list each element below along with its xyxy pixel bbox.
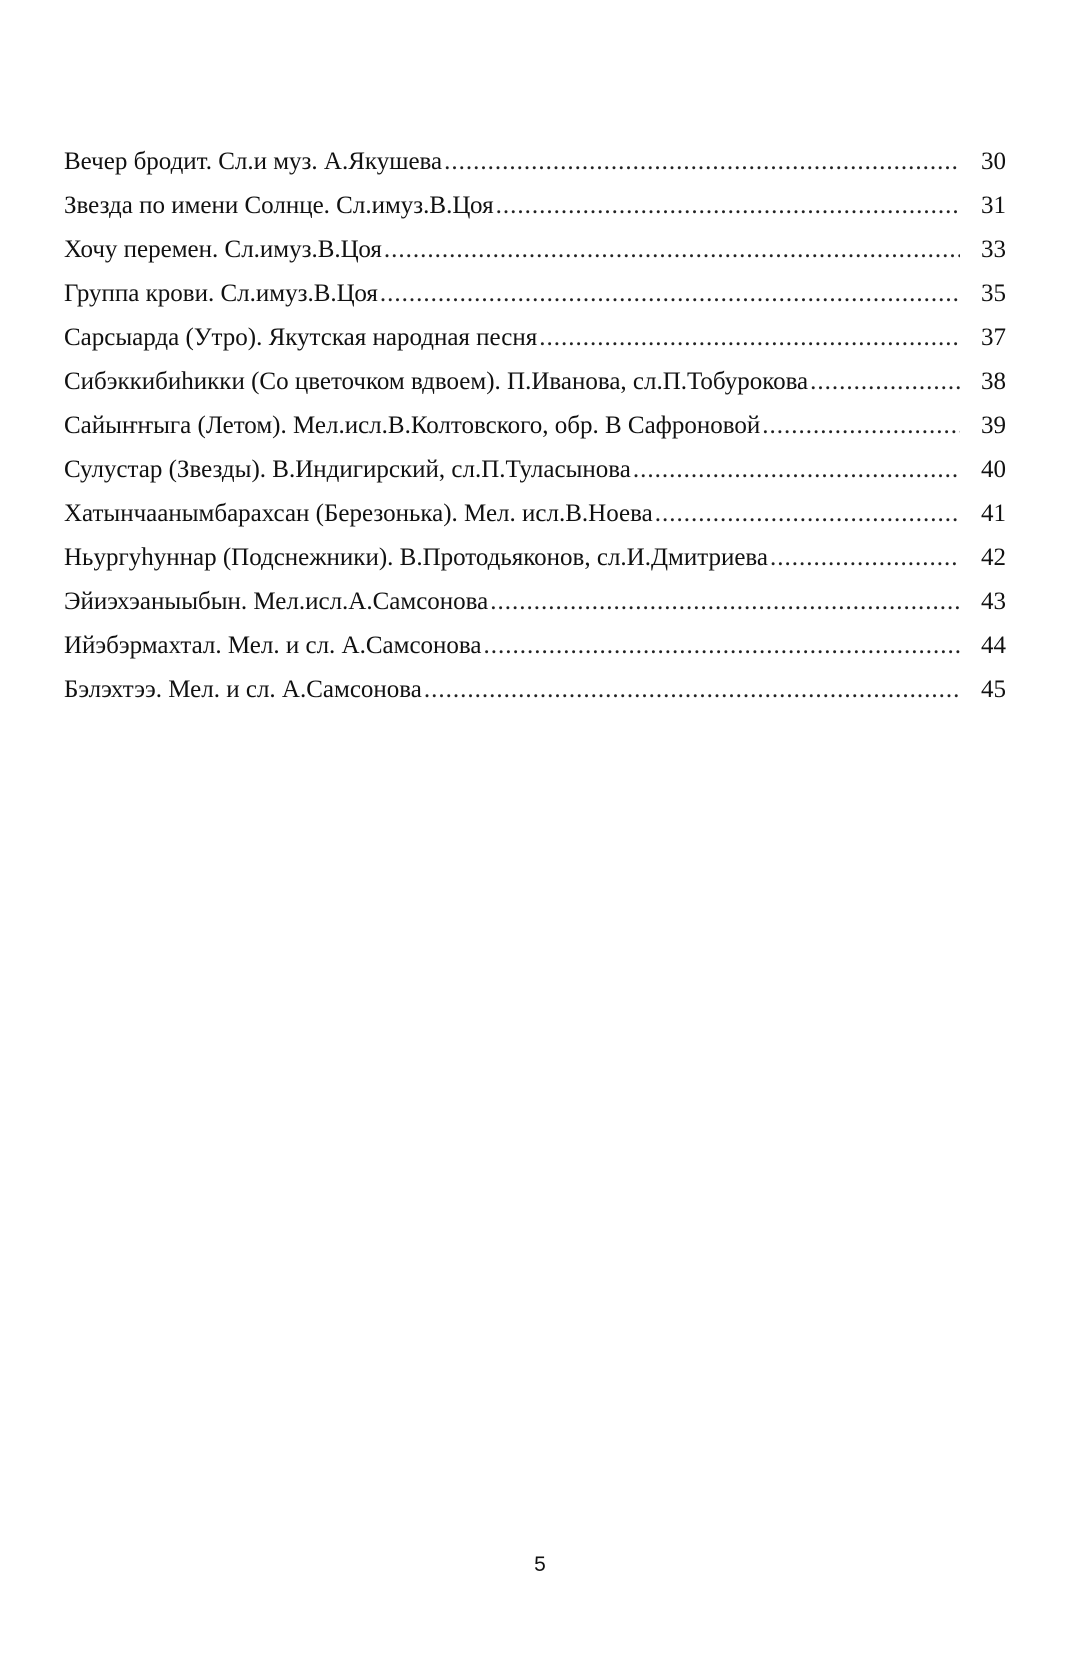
toc-entry-page: 33 <box>981 236 1006 263</box>
toc-entry-page: 35 <box>981 280 1006 307</box>
toc-entry-title: Сибэккибиhикки (Со цветочком вдвоем). П.Иванова, сл.П.Тобурокова <box>64 368 809 395</box>
toc-entry-title: Группа крови. Сл.имуз.В.Цоя <box>64 280 378 307</box>
toc-dot-leader <box>380 272 960 316</box>
toc-entry <box>64 624 1014 668</box>
toc-entry-page: 40 <box>981 456 1006 483</box>
toc-dot-leader <box>762 404 960 448</box>
toc-entry-page: 42 <box>981 544 1006 571</box>
toc-dot-leader <box>770 536 960 580</box>
toc-entry <box>64 140 1014 184</box>
toc-entry-title: Эйиэхэаныыбын. Мел.исл.А.Самсонова <box>64 588 489 615</box>
toc-entry-page: 31 <box>981 192 1006 219</box>
toc-entry <box>64 668 1014 712</box>
toc-entry <box>64 228 1014 272</box>
toc-dot-leader <box>655 492 960 536</box>
toc-entry <box>64 184 1014 228</box>
toc-dot-leader <box>496 184 960 228</box>
toc-entry-title: Ньургуhуннар (Подснежники). В.Протодьяконов, сл.И.Дмитриева <box>64 544 769 571</box>
toc-entry <box>64 360 1014 404</box>
toc-entry-title: Бэлэхтээ. Мел. и сл. А.Самсонова <box>64 676 422 703</box>
toc-entry-title: Сарсыарда (Утро). Якутская народная песня <box>64 324 538 351</box>
toc-entry <box>64 492 1014 536</box>
toc-entry-page: 37 <box>981 324 1006 351</box>
toc-entry-page: 39 <box>981 412 1006 439</box>
toc-entry-page: 38 <box>981 368 1006 395</box>
toc-entry-title: Ийэбэрмахтал. Мел. и сл. А.Самсонова <box>64 632 482 659</box>
toc-dot-leader <box>384 228 960 272</box>
toc-dot-leader <box>490 580 960 624</box>
toc-entry <box>64 580 1014 624</box>
toc-entry-title: Сулустар (Звезды). В.Индигирский, сл.П.Туласынова <box>64 456 631 483</box>
toc-entry-title: Сайыҥҥыга (Летом). Мел.исл.В.Колтовского, обр. В Сафроновой <box>64 412 761 439</box>
toc-entry <box>64 316 1014 360</box>
toc-entry-page: 41 <box>981 500 1006 527</box>
page-number: 5 <box>534 1553 546 1576</box>
toc-entry-title: Вечер бродит. Сл.и муз. А.Якушева <box>64 148 443 175</box>
toc-dot-leader <box>633 448 960 492</box>
toc-entry <box>64 404 1014 448</box>
toc-entry <box>64 272 1014 316</box>
toc-entry <box>64 536 1014 580</box>
toc-entry-title: Звезда по имени Солнце. Сл.имуз.В.Цоя <box>64 192 494 219</box>
toc-dot-leader <box>444 140 960 184</box>
toc-entry-title: Хатынчаанымбарахсан (Березонька). Мел. исл.В.Ноева <box>64 500 653 527</box>
toc-entry <box>64 448 1014 492</box>
toc-entry-page: 30 <box>981 148 1006 175</box>
toc-dot-leader <box>484 624 961 668</box>
table-of-contents <box>64 140 1014 712</box>
toc-dot-leader <box>539 316 960 360</box>
toc-entry-page: 45 <box>981 676 1006 703</box>
toc-dot-leader <box>424 668 960 712</box>
toc-entry-page: 44 <box>981 632 1006 659</box>
toc-entry-title: Хочу перемен. Сл.имуз.В.Цоя <box>64 236 382 263</box>
toc-dot-leader <box>810 360 960 404</box>
toc-entry-page: 43 <box>981 588 1006 615</box>
